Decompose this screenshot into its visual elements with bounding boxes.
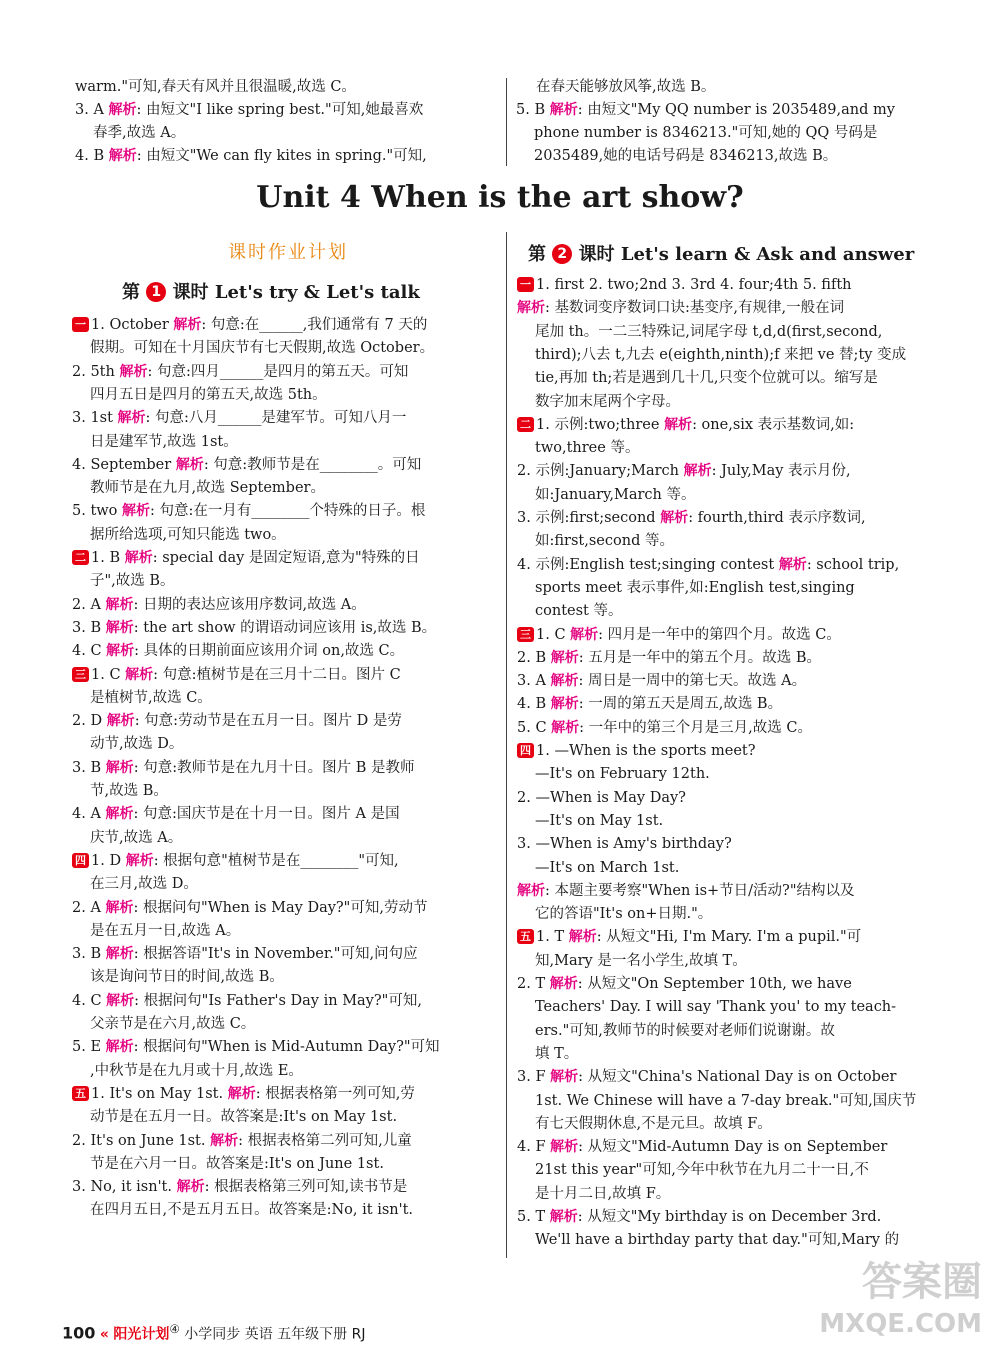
lesson-2-title (528, 240, 914, 266)
answer-line: 在三月,故选 D。 (90, 876, 198, 893)
text-line: 3. A 解析: 由短文"I like spring best."可知,她最喜欢 (75, 102, 424, 118)
answer-line: —It's on March 1st. (535, 859, 680, 876)
answer-line: 解析: 本题主要考察"When is+节日/活动?"结构以及 (517, 882, 855, 899)
analysis-label: 解析 (549, 976, 578, 992)
answer-line: 2. A 解析: 根据问句"When is May Day?"可知,劳动节 (72, 899, 428, 916)
answer-line: 节,故选 B。 (90, 783, 168, 799)
answer-line: 日是建军节,故选 1st。 (90, 433, 238, 450)
answer-line: —It's on May 1st. (535, 812, 664, 829)
answer-line: 4. September 解析: 句意:教师节是在________。可知 (72, 456, 422, 473)
analysis-label: 解析 (568, 929, 597, 946)
analysis-label: 解析 (105, 619, 134, 636)
answer-line: 一 1. October 解析: 句意:在______,我们通常有 7 天的 (72, 314, 427, 337)
answer-line: 3. A 解析: 周日是一周中的第七天。故选 A。 (517, 673, 807, 690)
answer-line: 1st. We Chinese will have a 7-day break."可知,国庆节 (535, 1092, 917, 1109)
lesson-prefix: 第 (122, 282, 140, 303)
answer-line: 3. B 解析: 根据答语"It's in November."可知,问句应 (72, 946, 418, 963)
answer-line: sports meet 表示事件,如:English test,singing (535, 579, 855, 596)
text-line: 2035489,她的电话号码是 8346213,故选 B。 (534, 148, 838, 164)
answer-line: —It's on February 12th. (535, 766, 710, 783)
lesson-heading: 课时 Let's try & Let's talk (172, 282, 420, 303)
text-line: 5. B 解析: 由短文"My QQ number is 2035489,and my (516, 102, 895, 118)
answer-line: 2. A 解析: 日期的表达应该用序数词,故选 A。 (72, 596, 366, 613)
answer-line: 五 1. It's on May 1st. 解析: 根据表格第一列可知,劳 (72, 1083, 415, 1106)
analysis-label: 解析 (105, 806, 134, 823)
answer-line: 父亲节是在六月,故选 C。 (90, 1016, 256, 1032)
answer-line: 2. 示例:January;March 解析: July,May 表示月份, (517, 463, 851, 480)
top-column-divider (506, 78, 507, 166)
analysis-label: 解析 (517, 882, 545, 899)
plan-title: 课时作业计划 (228, 242, 348, 263)
answer-line: 2. 5th 解析: 句意:四月______是四月的第五天。可知 (72, 363, 409, 380)
analysis-label: 解析 (778, 556, 807, 573)
analysis-label: 解析 (550, 1069, 579, 1086)
answer-line: 动节是在五月一日。故答案是:It's on May 1st. (90, 1109, 398, 1126)
answer-line: 一 1. first 2. two;2nd 3. 3rd 4. four;4th 5. fifth (517, 274, 852, 297)
analysis-label: 解析 (175, 456, 204, 473)
analysis-label: 解析 (108, 148, 137, 164)
section-badge: 四 (517, 743, 534, 758)
answer-line: 5. E 解析: 根据问句"When is Mid-Autumn Day?"可知 (72, 1039, 440, 1056)
answer-line: 据所给选项,可知只能选 two。 (90, 526, 286, 543)
analysis-label: 解析 (550, 696, 579, 713)
analysis-label: 解析 (105, 759, 134, 776)
answer-line: ers."可知,教师节的时候要对老师们说谢谢。故 (535, 1022, 835, 1039)
page-footer (62, 1322, 365, 1344)
analysis-label: 解析 (106, 643, 135, 660)
text-line: 在春天能够放风筝,故选 B。 (536, 79, 716, 95)
answer-line: tie,再加 th;若是遇到几十几,只变个位就可以。缩写是 (535, 370, 878, 387)
book-info: 小学同步 英语 五年级下册 RJ (184, 1326, 366, 1343)
answer-line: 是在五月一日,故选 A。 (90, 922, 241, 939)
brand-name: 阳光计划 (113, 1326, 170, 1343)
answer-line: Teachers' Day. I will say 'Thank you' to my teach- (535, 999, 897, 1016)
text-line: warm."可知,春天有风并且很温暖,故选 C。 (75, 79, 356, 95)
answer-line: 二 1. 示例:two;three 解析: one,six 表示基数词,如: (517, 414, 854, 437)
analysis-label: 解析 (550, 1139, 579, 1156)
answer-line: 3. B 解析: the art show 的谓语动词应该用 is,故选 B。 (72, 619, 437, 636)
answer-line: 是植树节,故选 C。 (90, 689, 212, 706)
answer-line: 2. B 解析: 五月是一年中的第五个月。故选 B。 (517, 649, 821, 666)
answer-line: 3. 1st 解析: 句意:八月______是建军节。可知八月一 (72, 410, 407, 427)
section-badge: 三 (517, 627, 534, 642)
answer-line: 4. 示例:English test;singing contest 解析: school trip, (517, 556, 900, 573)
section-badge: 二 (72, 550, 89, 565)
brand-mark: ④ (169, 1322, 180, 1336)
answer-line: 3. —When is Amy's birthday? (517, 836, 732, 853)
answer-line: 有七天假期休息,不是元旦。故填 F。 (535, 1115, 772, 1132)
text-line: 4. B 解析: 由短文"We can fly kites in spring."可知, (75, 148, 427, 164)
analysis-label: 解析 (105, 946, 134, 963)
answer-line: 3. F 解析: 从短文"China's National Day is on October (517, 1069, 897, 1086)
answer-line: 3. B 解析: 句意:教师节是在九月十日。图片 B 是教师 (72, 759, 415, 776)
answer-line: 二 1. B 解析: special day 是固定短语,意为"特殊的日 (72, 547, 420, 570)
page-number: 100 (62, 1323, 96, 1343)
answer-line: third);八去 t,九去 e(eighth,ninth);f 来把 ve 替;ty 变成 (535, 346, 907, 363)
analysis-label: 解析 (119, 363, 148, 380)
section-badge: 五 (72, 1086, 89, 1101)
answer-line: 如:January,March 等。 (535, 486, 696, 503)
answer-line: 该是询问节日的时间,故选 B。 (90, 969, 284, 986)
answer-line: We'll have a birthday party that day."可知,Mary 的 (535, 1232, 900, 1249)
analysis-label: 解析 (227, 1085, 256, 1102)
analysis-label: 解析 (117, 410, 146, 427)
analysis-label: 解析 (549, 102, 578, 118)
answer-line: 2. T 解析: 从短文"On September 10th, we have (517, 976, 852, 992)
answer-line: 假期。可知在十月国庆节有七天假期,故选 October。 (90, 340, 435, 357)
answer-line: 3. No, it isn't. 解析: 根据表格第三列可知,读书节是 (72, 1179, 408, 1196)
lesson-number-badge: 1 (146, 282, 166, 302)
section-badge: 一 (517, 277, 534, 292)
section-badge: 四 (72, 853, 89, 868)
analysis-label: 解析 (664, 416, 693, 433)
section-badge: 三 (72, 667, 89, 682)
analysis-label: 解析 (122, 503, 151, 520)
answer-line: 节是在六月一日。故答案是:It's on June 1st. (90, 1155, 384, 1172)
answer-line: 它的答语"It's on+日期."。 (535, 906, 713, 923)
answer-line: 是十月二日,故填 F。 (535, 1185, 671, 1202)
answer-line: 5. two 解析: 句意:在一月有________个特殊的日子。根 (72, 503, 426, 520)
answer-line: 5. C 解析: 一年中的第三个月是三月,故选 C。 (517, 719, 812, 736)
answer-line: 4. C 解析: 具体的日期前面应该用介词 on,故选 C。 (72, 643, 405, 660)
answer-line: 2. —When is May Day? (517, 789, 686, 806)
answer-line: 四月五日是四月的第五天,故选 5th。 (90, 386, 327, 403)
analysis-label: 解析 (570, 626, 599, 643)
watermark-line: 答案圈 (862, 1259, 982, 1305)
answer-line: two,three 等。 (535, 440, 640, 457)
answer-line: ,中秋节是在九月或十月,故选 E。 (90, 1062, 303, 1079)
analysis-label: 解析 (550, 649, 579, 666)
answer-line: 子",故选 B。 (90, 573, 175, 590)
answer-line: 四 1. D 解析: 根据句意"植树节是在________"可知, (72, 850, 399, 873)
analysis-label: 解析 (125, 666, 154, 683)
answer-line: 如:first,second 等。 (535, 533, 674, 550)
section-badge: 五 (517, 929, 534, 944)
answer-line: 4. F 解析: 从短文"Mid-Autumn Day is on September (517, 1139, 888, 1156)
analysis-label: 解析 (176, 1179, 205, 1196)
answer-line: contest 等。 (535, 603, 623, 620)
analysis-label: 解析 (106, 713, 135, 730)
lesson-heading: 课时 Let's learn & Ask and answer (578, 244, 915, 265)
analysis-label: 解析 (105, 1039, 134, 1056)
lesson-number-badge: 2 (552, 244, 572, 264)
text-line: 春季,故选 A。 (93, 125, 186, 141)
section-badge: 一 (72, 317, 89, 332)
answer-line: 三 1. C 解析: 四月是一年中的第四个月。故选 C。 (517, 624, 841, 647)
analysis-label: 解析 (108, 102, 137, 118)
answer-line: 知,Mary 是一名小学生,故填 T。 (535, 952, 747, 969)
analysis-label: 解析 (125, 852, 154, 869)
analysis-label: 解析 (106, 992, 135, 1009)
analysis-label: 解析 (105, 596, 134, 613)
answer-line: 4. A 解析: 句意:国庆节是在十月一日。图片 A 是国 (72, 806, 400, 823)
answer-line: 2. It's on June 1st. 解析: 根据表格第二列可知,儿童 (72, 1132, 412, 1149)
answer-line: 2. D 解析: 句意:劳动节是在五月一日。图片 D 是劳 (72, 713, 402, 730)
analysis-label: 解析 (210, 1132, 239, 1149)
lesson-1-title (122, 278, 420, 304)
watermark-logo (819, 1261, 982, 1345)
section-badge: 二 (517, 417, 534, 432)
analysis-label: 解析 (550, 673, 579, 690)
analysis-label: 解析 (549, 1209, 578, 1225)
answer-line: 庆节,故选 A。 (90, 829, 183, 846)
answer-line: 尾加 th。一二三特殊记,词尾字母 t,d,d(first,second, (535, 323, 883, 340)
answer-line: 21st this year"可知,今年中秋节在九月二十一日,不 (535, 1162, 869, 1179)
answer-line: 填 T。 (535, 1045, 579, 1062)
unit-title: Unit 4 When is the art show? (256, 180, 744, 215)
analysis-label: 解析 (660, 510, 689, 526)
answer-line: 教师节是在九月,故选 September。 (90, 480, 325, 497)
analysis-label: 解析 (551, 719, 580, 736)
answer-line: 三 1. C 解析: 句意:植树节是在三月十二日。图片 C (72, 664, 401, 687)
answer-line: 动节,故选 D。 (90, 736, 184, 753)
chevron-icon: « (99, 1326, 109, 1343)
answer-line: 3. 示例:first;second 解析: fourth,third 表示序数词, (517, 510, 866, 526)
analysis-label: 解析 (173, 317, 202, 333)
analysis-label: 解析 (124, 550, 153, 566)
answer-line: 五 1. T 解析: 从短文"Hi, I'm Mary. I'm a pupil."可 (517, 926, 861, 949)
analysis-label: 解析 (517, 300, 545, 317)
analysis-label: 解析 (683, 463, 712, 480)
answer-line: 数字加末尾两个字母。 (535, 393, 680, 410)
text-line: phone number is 8346213."可知,她的 QQ 号码是 (534, 125, 878, 141)
answer-line: 四 1. —When is the sports meet? (517, 740, 756, 763)
answer-line: 在四月五日,不是五月五日。故答案是:No, it isn't. (90, 1202, 414, 1219)
main-column-divider (506, 232, 507, 1258)
answer-line: 4. C 解析: 根据问句"Is Father's Day in May?"可知, (72, 992, 422, 1009)
watermark-line: MXQE.COM (819, 1309, 982, 1339)
answer-line: 5. T 解析: 从短文"My birthday is on December 3rd. (517, 1209, 882, 1225)
lesson-prefix: 第 (528, 244, 546, 265)
answer-line: 4. B 解析: 一周的第五天是周五,故选 B。 (517, 696, 783, 713)
analysis-label: 解析 (105, 899, 134, 916)
answer-line: 解析: 基数词变序数词口诀:基变序,有规律,一般在词 (517, 300, 845, 317)
